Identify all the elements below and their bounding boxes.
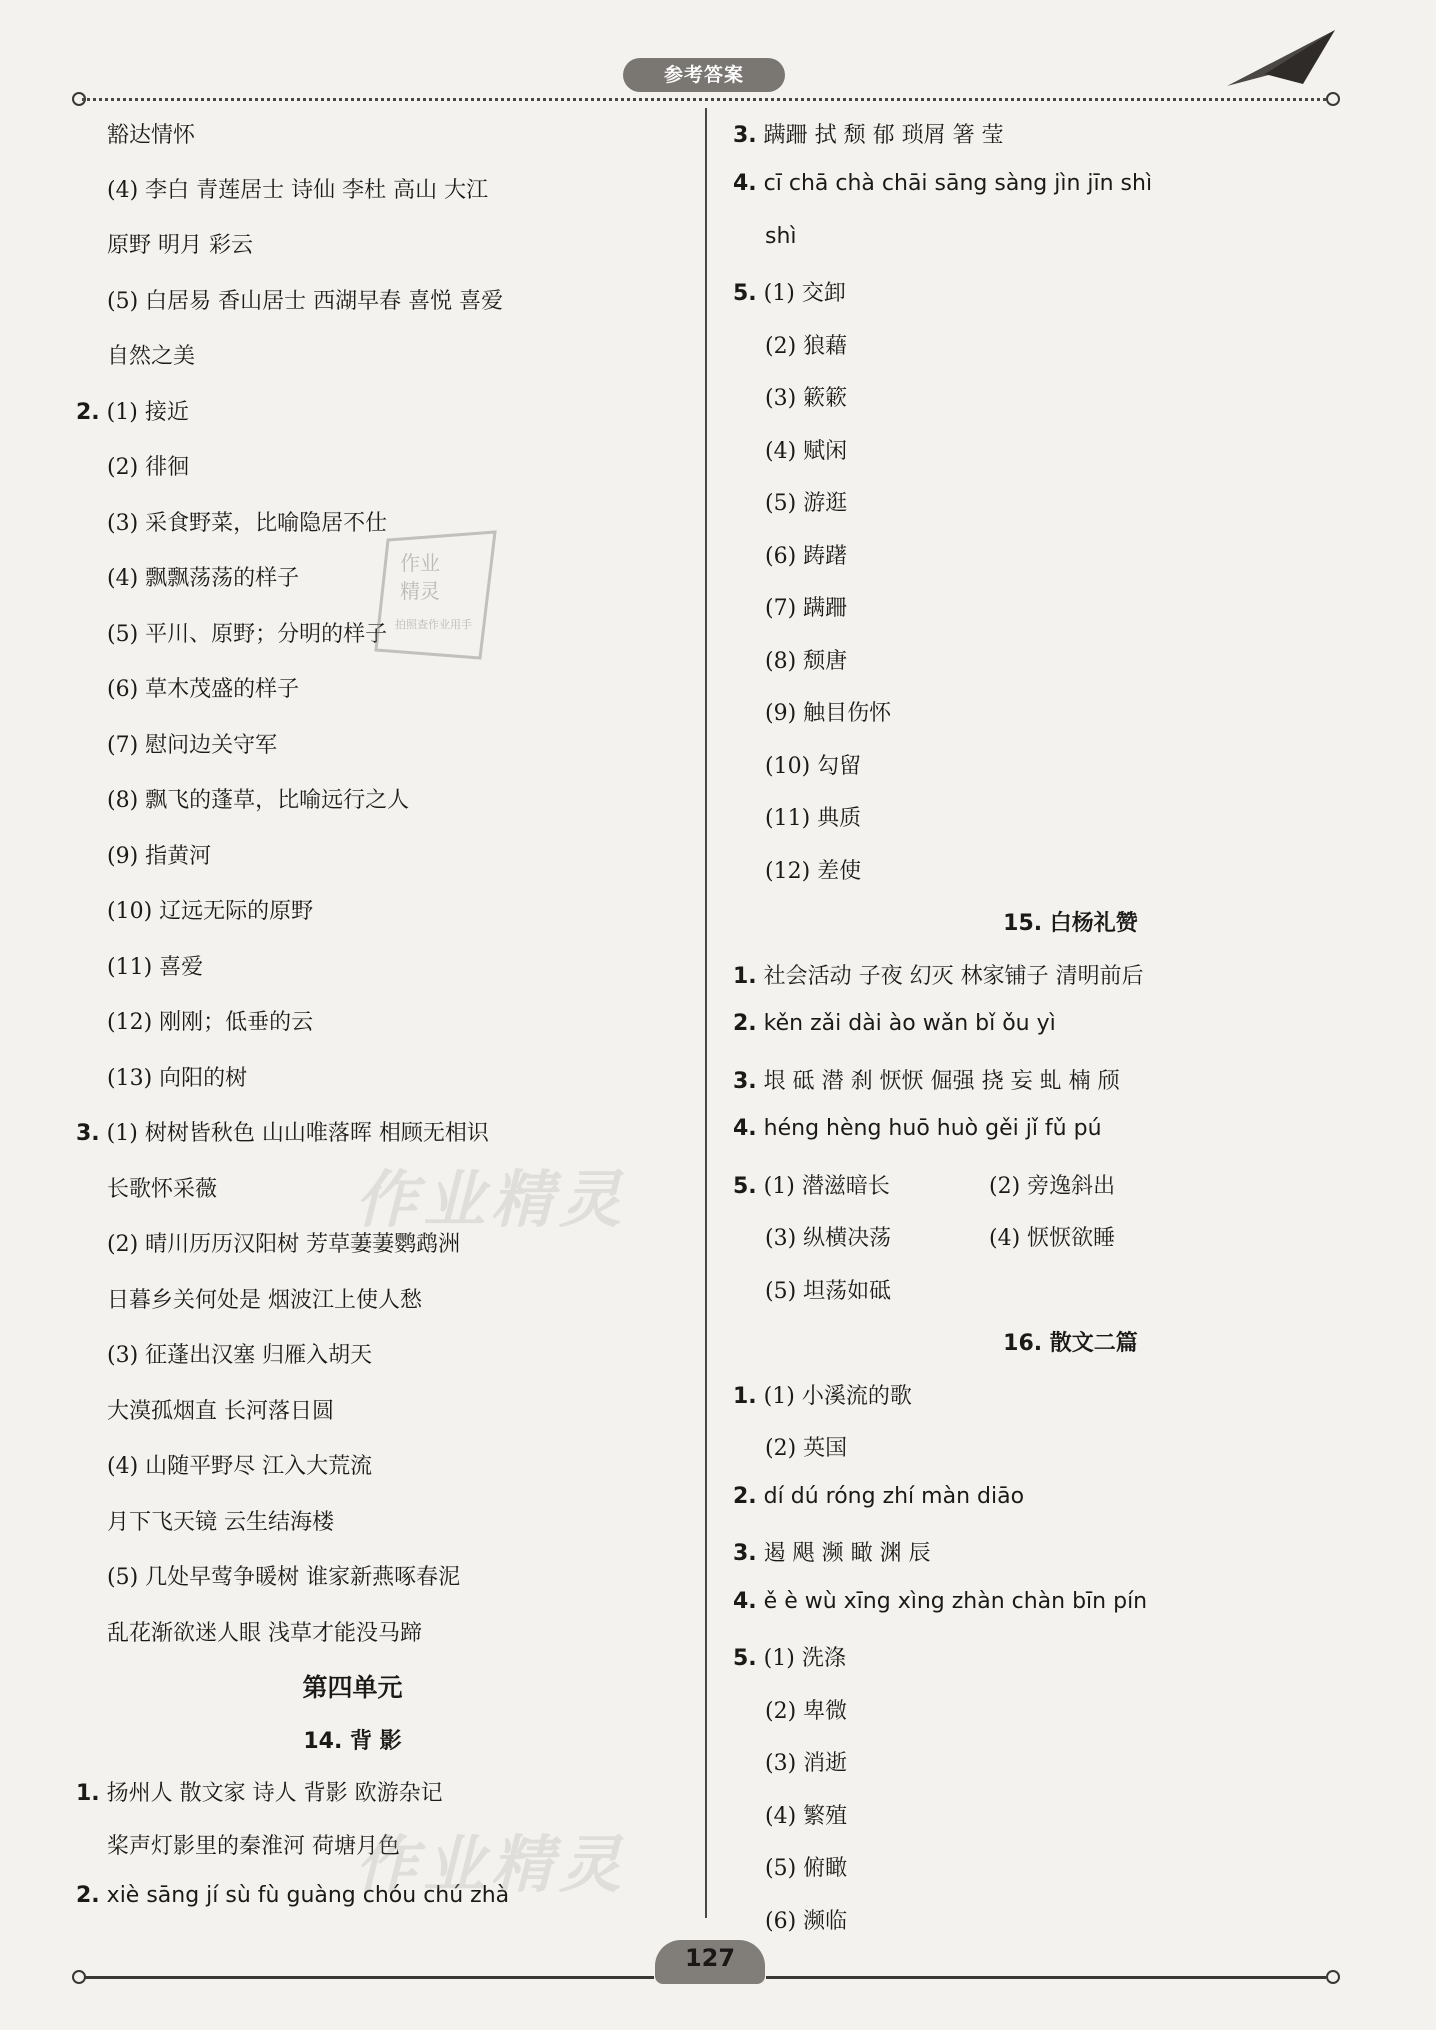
footer-rule-right <box>766 1976 1326 1979</box>
lesson-title: 16. 散文二篇 <box>1003 1331 1138 1356</box>
answer-line: (5) 白居易 香山居士 西湖早春 喜悦 喜爱 <box>107 289 504 314</box>
answer-line: 桨声灯影里的秦淮河 荷塘月色 <box>107 1834 400 1859</box>
answer-line: 大漠孤烟直 长河落日圆 <box>107 1399 334 1424</box>
answer-line: (6) 草木茂盛的样子 <box>107 677 300 702</box>
answer-line: (2) 狼藉 <box>765 334 848 359</box>
answer-line: 4. héng hèng huō huò gěi jǐ fǔ pú <box>733 1116 1102 1141</box>
answer-line: (10) 勾留 <box>765 754 862 779</box>
answer-key-badge: 参考答案 <box>623 58 785 92</box>
answer-line: 3. (1) 树树皆秋色 山山唯落晖 相顾无相识 <box>76 1121 489 1146</box>
answer-line: 自然之美 <box>107 344 196 369</box>
question-number: 2. <box>733 1484 757 1509</box>
answer-line: (9) 触目伤怀 <box>765 701 892 726</box>
question-number: 2. <box>76 400 100 425</box>
svg-text:精灵: 精灵 <box>400 579 440 603</box>
answer-line: (3) 簌簌 <box>765 386 848 411</box>
answer-line: (3) 消逝 <box>765 1751 848 1776</box>
answer-line: (7) 蹒跚 <box>765 596 848 621</box>
answer-line: (5) 游逛 <box>765 491 848 516</box>
footer-rule-left <box>84 1976 654 1979</box>
question-number: 1. <box>76 1781 100 1806</box>
answer-line: 3. 蹒跚 拭 颓 郁 琐屑 箸 莹 <box>733 123 1004 148</box>
left-column <box>0 0 705 1930</box>
answer-line: 1. 扬州人 散文家 诗人 背影 欧游杂记 <box>76 1781 443 1806</box>
question-number: 3. <box>733 1069 757 1094</box>
answer-line: (8) 颓唐 <box>765 649 848 674</box>
question-number: 3. <box>733 123 757 148</box>
answer-line: 5. (1) 洗涤 <box>733 1646 846 1671</box>
svg-text:作业: 作业 <box>400 551 440 575</box>
answer-line: (4) 繁殖 <box>765 1804 848 1829</box>
lesson-title: 15. 白杨礼赞 <box>1003 911 1138 936</box>
answer-line: (5) 平川、原野；分明的样子 <box>107 622 388 647</box>
answer-line: (2) 卑微 <box>765 1699 848 1724</box>
question-number: 5. <box>733 1174 757 1199</box>
answer-line: (4) 李白 青莲居士 诗仙 李杜 高山 大江 <box>107 178 489 203</box>
question-number: 2. <box>76 1883 100 1908</box>
answer-line: (3) 纵横决荡 <box>765 1226 892 1251</box>
svg-text:拍照查作业用手: 拍照查作业用手 <box>395 618 472 631</box>
answer-line: (5) 几处早莺争暖树 谁家新燕啄春泥 <box>107 1565 461 1590</box>
answer-line: 2. xiè sāng jí sù fù guàng chóu chú zhà <box>76 1883 510 1908</box>
answer-line: 2. dí dú róng zhí màn diāo <box>733 1484 1025 1509</box>
answer-line: 豁达情怀 <box>107 123 196 148</box>
answer-line: 4. cī chā chà chāi sāng sàng jìn jīn shì <box>733 171 1153 196</box>
question-number: 4. <box>733 1589 757 1614</box>
answer-line: (10) 辽远无际的原野 <box>107 899 314 924</box>
answer-line: (4) 山随平野尽 江入大荒流 <box>107 1454 373 1479</box>
watermark-text: 作业精灵 <box>355 1828 628 1901</box>
question-number: 4. <box>733 171 757 196</box>
question-number: 1. <box>733 964 757 989</box>
answer-line: 5. (1) 交卸 <box>733 281 846 306</box>
answer-line: (11) 典质 <box>765 806 862 831</box>
answer-line: (4) 赋闲 <box>765 439 848 464</box>
question-number: 3. <box>733 1541 757 1566</box>
unit-title: 第四单元 <box>302 1673 403 1702</box>
answer-line: (9) 指黄河 <box>107 844 212 869</box>
answer-line: 3. 遏 飓 濒 瞰 渊 辰 <box>733 1541 931 1566</box>
page-number: 127 <box>684 1944 736 1972</box>
answer-line: (4) 恹恹欲睡 <box>989 1226 1116 1251</box>
answer-line: (11) 喜爱 <box>107 955 204 980</box>
answer-line: 4. ě è wù xīng xìng zhàn chàn bīn pín <box>733 1589 1148 1614</box>
answer-line: 乱花渐欲迷人眼 浅草才能没马蹄 <box>107 1621 422 1646</box>
answer-line: (2) 徘徊 <box>107 455 190 480</box>
answer-line: 5. (1) 潜滋暗长 <box>733 1174 890 1199</box>
watermark-text: 作业精灵 <box>355 1163 628 1236</box>
question-number: 1. <box>733 1384 757 1409</box>
answer-line: (6) 踌躇 <box>765 544 848 569</box>
answer-line: 2. kěn zǎi dài ào wǎn bǐ ǒu yì <box>733 1011 1056 1036</box>
line-end-circle <box>1326 1970 1340 1984</box>
answer-line: (8) 飘飞的蓬草，比喻远行之人 <box>107 788 410 813</box>
question-number: 3. <box>76 1121 100 1146</box>
question-number: 4. <box>733 1116 757 1141</box>
answer-line: 2. (1) 接近 <box>76 400 189 425</box>
answer-line: (5) 坦荡如砥 <box>765 1279 892 1304</box>
answer-line: 1. 社会活动 子夜 幻灭 林家铺子 清明前后 <box>733 964 1144 989</box>
answer-line: 日暮乡关何处是 烟波江上使人愁 <box>107 1288 422 1313</box>
answer-line: 原野 明月 彩云 <box>107 233 253 258</box>
question-number: 5. <box>733 281 757 306</box>
answer-line: (12) 刚刚；低垂的云 <box>107 1010 314 1035</box>
answer-line: (13) 向阳的树 <box>107 1066 248 1091</box>
lesson-title: 14. 背 影 <box>303 1729 402 1754</box>
answer-line: (3) 征蓬出汉塞 归雁入胡天 <box>107 1343 373 1368</box>
answer-line: (2) 英国 <box>765 1436 848 1461</box>
answer-line: 月下飞天镜 云生结海楼 <box>107 1510 334 1535</box>
answer-line: shì <box>765 224 797 249</box>
answer-line: 长歌怀采薇 <box>107 1177 218 1202</box>
watermark-stamp <box>370 530 510 670</box>
answer-line: (4) 飘飘荡荡的样子 <box>107 566 300 591</box>
answer-line: (12) 差使 <box>765 859 862 884</box>
answer-line: (5) 俯瞰 <box>765 1856 848 1881</box>
question-number: 2. <box>733 1011 757 1036</box>
answer-line: (2) 旁逸斜出 <box>989 1174 1116 1199</box>
answer-line: (3) 采食野菜，比喻隐居不仕 <box>107 511 388 536</box>
question-number: 5. <box>733 1646 757 1671</box>
answer-line: (6) 濒临 <box>765 1909 848 1934</box>
answer-line: (7) 慰问边关守军 <box>107 733 278 758</box>
answer-line: 3. 垠 砥 潜 刹 恹恹 倔强 挠 妄 虬 楠 颀 <box>733 1069 1120 1094</box>
answer-line: (2) 晴川历历汉阳树 芳草萋萋鹦鹉洲 <box>107 1232 461 1257</box>
answer-line: 1. (1) 小溪流的歌 <box>733 1384 912 1409</box>
right-column <box>705 0 1436 1934</box>
